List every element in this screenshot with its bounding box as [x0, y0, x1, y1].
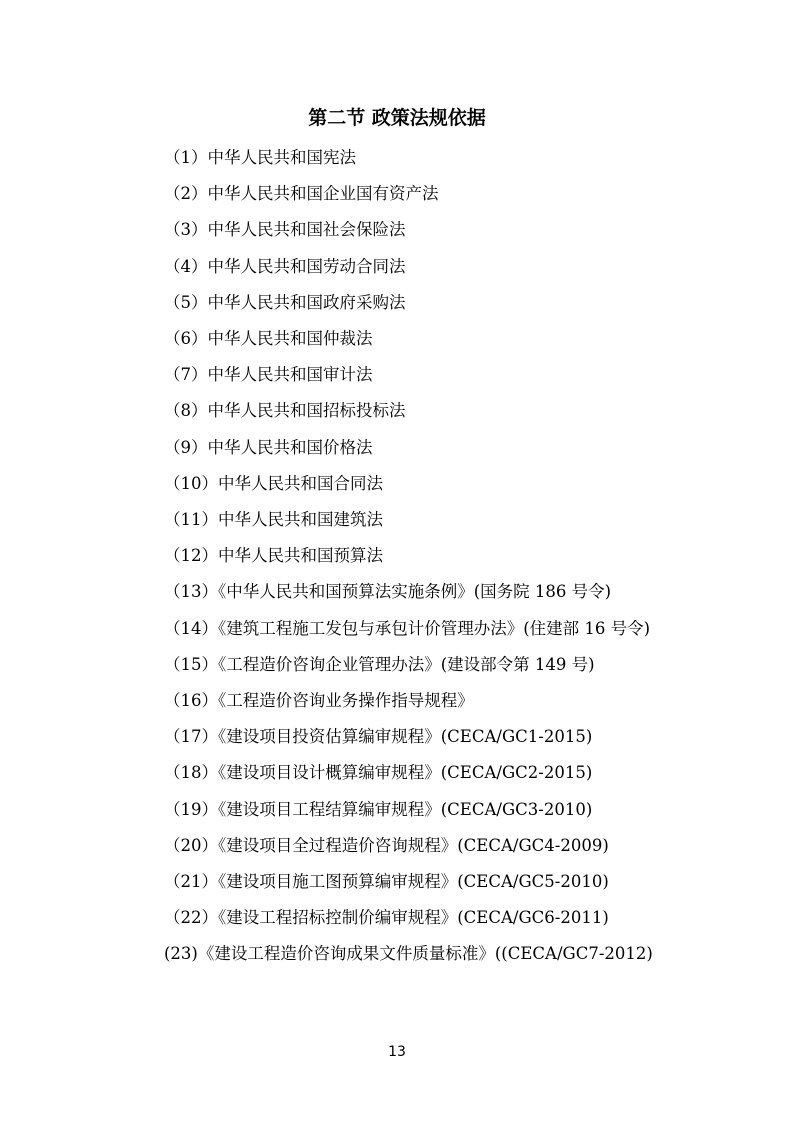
list-item: （20）《建设项目全过程造价咨询规程》(CECA/GC4-2009): [164, 835, 609, 855]
list-item: （1）中华人民共和国宪法: [164, 148, 356, 167]
list-item: （19）《建设项目工程结算编审规程》(CECA/GC3-2010): [164, 799, 593, 819]
section-title: 第二节 政策法规依据: [308, 107, 486, 129]
list-item: （4）中华人民共和国劳动合同法: [164, 256, 406, 276]
list-item: （10）中华人民共和国合同法: [164, 473, 383, 493]
page-number: 13: [388, 1044, 406, 1060]
list-item: （9）中华人民共和国价格法: [164, 437, 373, 457]
list-item: （8）中华人民共和国招标投标法: [164, 401, 406, 421]
list-item: （21）《建设项目施工图预算编审规程》(CECA/GC5-2010): [164, 872, 609, 892]
list-item: （18）《建设项目设计概算编审规程》(CECA/GC2-2015): [164, 763, 593, 783]
list-item: （11）中华人民共和国建筑法: [164, 510, 383, 530]
list-item: （14）《建筑工程施工发包与承包计价管理办法》(住建部 16 号令): [164, 618, 651, 638]
list-item: （3）中华人民共和国社会保险法: [164, 220, 406, 240]
list-item: （22）《建设工程招标控制价编审规程》(CECA/GC6-2011): [164, 908, 609, 928]
list-item: （12）中华人民共和国预算法: [164, 546, 383, 566]
list-item: （17）《建设项目投资估算编审规程》(CECA/GC1-2015): [164, 727, 593, 747]
list-item: （16）《工程造价咨询业务操作指导规程》: [164, 691, 474, 711]
list-item: （2）中华人民共和国企业国有资产法: [164, 184, 439, 204]
list-item: （5）中华人民共和国政府采购法: [164, 292, 406, 312]
regulation-list: [118, 140, 680, 973]
list-item: （13）《中华人民共和国预算法实施条例》(国务院 186 号令): [164, 582, 612, 602]
list-item: （6）中华人民共和国仲裁法: [164, 329, 373, 349]
list-item: (23)《建设工程造价咨询成果文件质量标准》((CECA/GC7-2012): [164, 944, 653, 964]
list-item: （7）中华人民共和国审计法: [164, 365, 373, 385]
list-item: （15）《工程造价咨询企业管理办法》(建设部令第 149 号): [164, 654, 595, 674]
